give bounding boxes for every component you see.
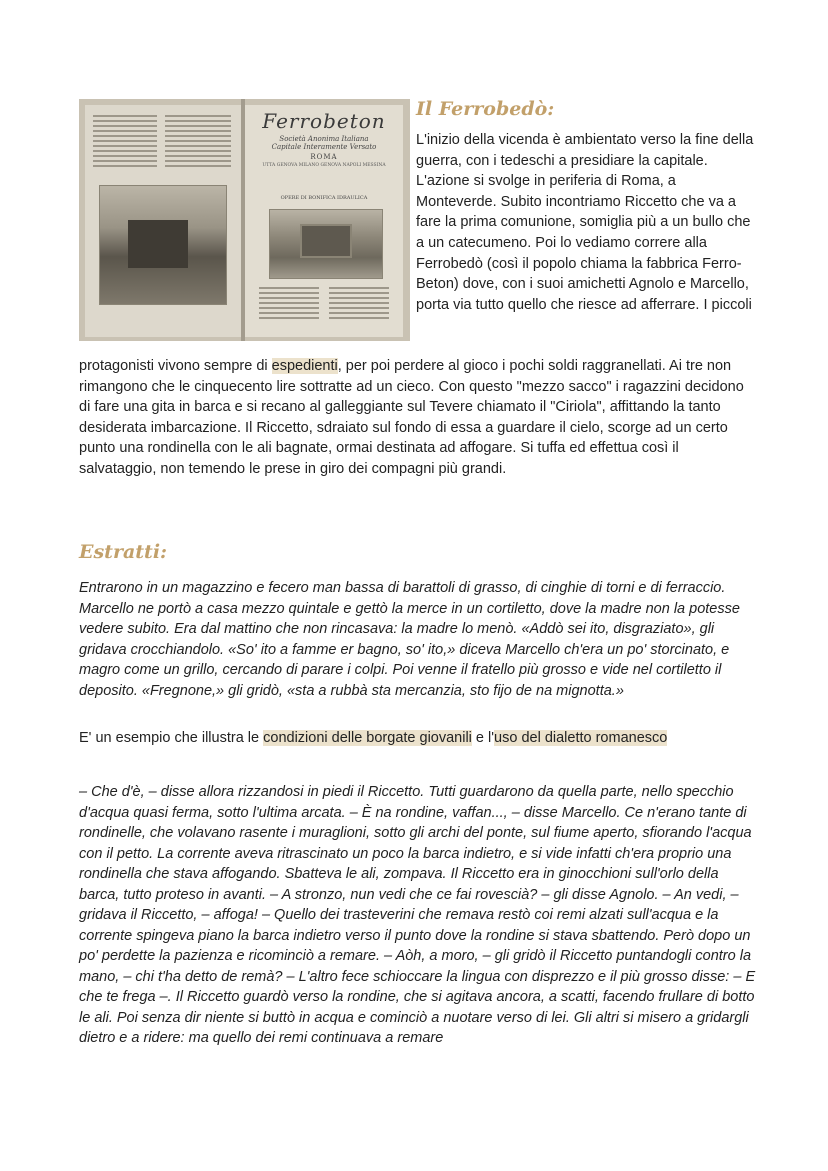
extract-quote-2: – Che d'è, – disse allora rizzandosi in piedi il Riccetto. Tutti guardarono da quella parte, nello specchio d'acqua quasi ferma, sotto l'ultima arcata. – È na rondine, vaffan..., – disse Marcello. Ce n'erano tante di rondinelle, che volavano rasente i muraglioni, sotto gli archi del ponte, sul fiume aperto, sfiorando l'acqua con il petto. La corrente aveva ritrascinato un poco la barca indietro, e si vide infatti ch'era proprio una rondinella che stava affogando. Sbatteva le ali, zompava. Il Riccetto era in ginocchioni sull'orlo della barca, tutto proteso in avanti. – A stronzo, nun vedi che ce fai rovescià? – gli disse Agnolo. – An vedi, – gridava il Riccetto, – affoga! – Quello dei trasteverini che remava restò coi remi alzati sull'acqua e la corrente spingeva piano la barca indietro verso il punto dove la rondine si stava sbattendo. Però dopo un po' perdette la pazienza e ricominciò a remare. – Aòh, a moro, – gli gridò il Riccetto puntandogli contro la mano, – chi t'ha detto de remà? – L'altro fece schioccare la lingua con disprezzo e il più grosso disse: – E che te frega –. Il Riccetto guardò verso la rondine, che si agitava ancora, a scatti, facendo frullare di botto le ali. Poi senza dir niente si buttò in acqua e cominciò a nuotare verso di lei. Gli altri si misero a gridargli dietro e a ridere: ma quello dei remi continuava a remare	[79, 784, 756, 1046]
text-column-lines	[165, 115, 231, 170]
note-text: E' un esempio che illustra le	[79, 730, 264, 746]
building-engraving	[269, 209, 383, 279]
text-column-lines	[329, 287, 389, 322]
magazine-masthead: Ferrobeton	[262, 109, 386, 133]
magazine-subtitle-2: Capitale Interamente Versato	[271, 143, 377, 151]
magazine-city: ROMA	[310, 153, 338, 161]
highlight-dialetto: uso del dialetto romanesco	[494, 730, 668, 746]
text-column-lines	[93, 115, 157, 170]
analysis-note	[79, 728, 759, 749]
extract-quote-1: Entrarono in un magazzino e fecero man bassa di barattoli di grasso, di cinghie di torni e di ferraccio. Marcello ne portò a casa mezzo quintale e gettò la merce in un cortiletto, dove la madre non la potesse vedere subito. Era dal mattino che non rincasava: la madre lo menò. «Addò sei ito, disgraziato», gli gridava crocchiandolo. «So' ito a famme er bagno, so' ito,» diceva Marcello ch'era un po' storcinato, e magro come un grillo, cercando di parare i colpi. Poi venne il fratello più grosso e vide nel cortiletto il deposito. «Fregnone,» gli gridò, «sta a rubbà sta mercanzia, sto fijo de na mignotta.»	[79, 580, 740, 699]
summary-text: protagonisti vivono sempre di	[79, 358, 272, 374]
highlight-borgate: condizioni delle borgate giovanili	[263, 730, 472, 746]
section-heading-ferrobedo: Il Ferrobedò:	[416, 98, 555, 120]
magazine-left-page	[85, 105, 241, 337]
magazine-right-page	[245, 105, 403, 337]
highlight-espedienti: espedienti	[271, 358, 338, 374]
note-text-mid: e l'	[471, 730, 495, 746]
summary-paragraph-continued	[79, 356, 759, 480]
magazine-photo	[79, 99, 410, 341]
section-heading-estratti: Estratti:	[79, 541, 168, 563]
text-column-lines	[259, 287, 319, 322]
magazine-subtitle: Società Anonima Italiana	[279, 135, 369, 143]
factory-engraving	[99, 185, 227, 305]
magazine-cities: UTTA GENOVA MILANO GENOVA NAPOLI MESSINA	[262, 163, 386, 168]
magazine-article-title: OPERE DI BONIFICA IDRAULICA	[280, 195, 368, 201]
summary-text-rest: , per poi perdere al gioco i pochi soldi raggranellati. Ai tre non rimangono che le cinquecento lire sottratte ad un cieco. Con questo "mezzo sacco" i ragazzini decidono di fare una gita in barca e si recano al galleggiante sul Tevere chiamato il "Ciriola", affittando la tanto desiderata imbarcazione. Il Riccetto, sdraiato sul fondo di essa a guardare il cielo, scorge ad un certo punto una rondinella con le ali bagnate, ormai destinata ad affogare. Si tuffa ed effettua così il salvataggio, non temendo le prese in giro dei compagni più grandi.	[79, 358, 744, 477]
summary-paragraph-wrapped: L'inizio della vicenda è ambientato verso la fine della guerra, con i tedeschi a presidiare la capitale. L'azione si svolge in periferia di Roma, a Monteverde. Subito incontriamo Riccetto che va a fare la prima comunione, somiglia più a un bullo che a un catecumeno. Poi lo vediamo correre alla Ferrobedò (così il popolo chiama la fabbrica Ferro-Beton) dove, con i suoi amichetti Agnolo e Marcello, porta via tutto quello che riesce ad afferrare. I piccoli	[416, 132, 754, 313]
